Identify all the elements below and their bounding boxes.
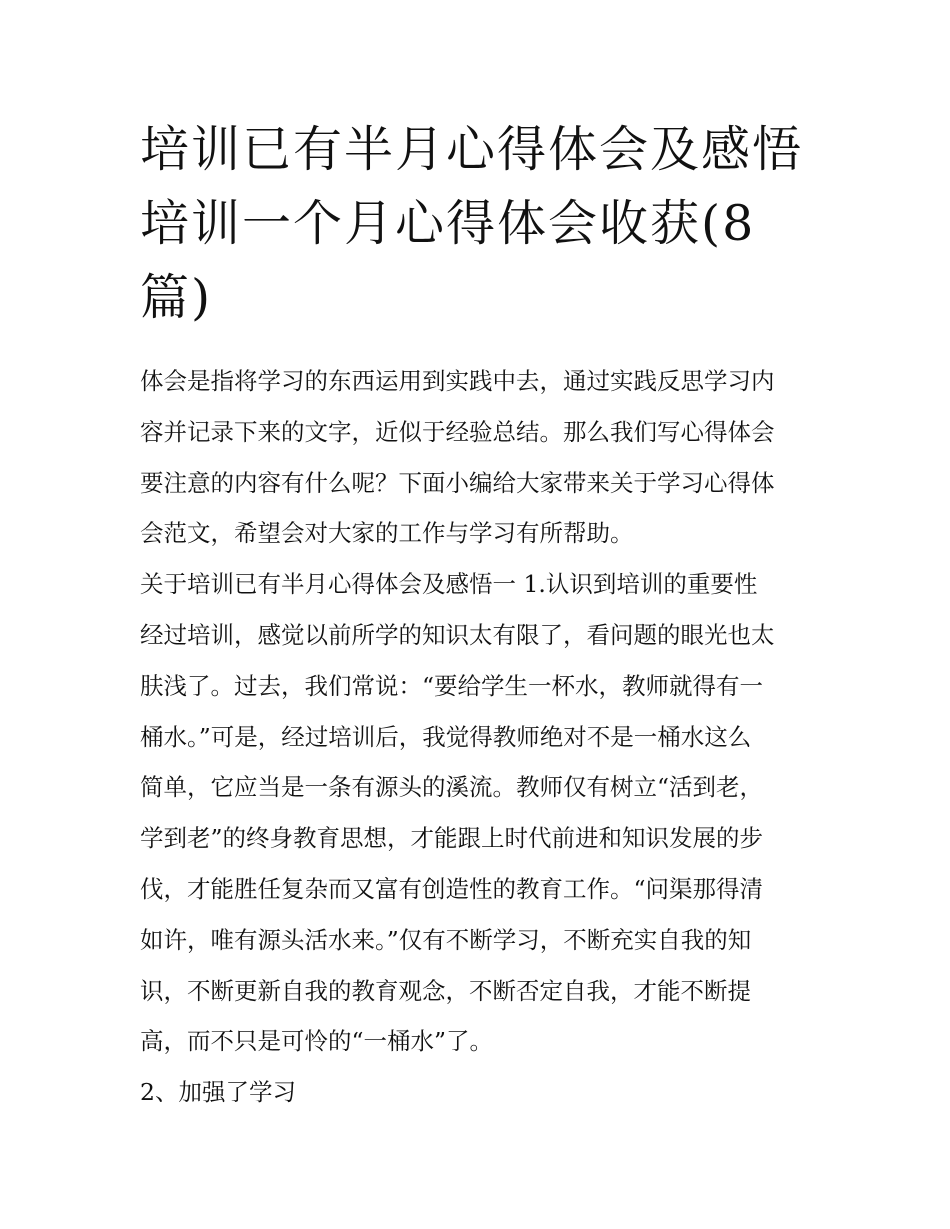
section-heading-line: 关于培训已有半月心得体会及感悟一 1.认识到培训的重要性 xyxy=(140,570,758,599)
title-line-3: 篇) xyxy=(140,269,213,326)
subheading-line: 2、加强了学习 xyxy=(140,1078,296,1107)
body-line: 容并记录下来的文字，近似于经验总结。那么我们写心得体会 xyxy=(140,417,775,446)
body-line: 要注意的内容有什么呢？下面小编给大家带来关于学习心得体 xyxy=(140,468,775,497)
title-line-2: 培训一个月心得体会收获(8 xyxy=(140,195,756,252)
body-line: 肤浅了。过去，我们常说：“要给学生一杯水，教师就得有一 xyxy=(140,671,764,700)
body-line: 识，不断更新自我的教育观念，不断否定自我，才能不断提 xyxy=(140,976,751,1005)
body-line: 经过培训，感觉以前所学的知识太有限了，看问题的眼光也太 xyxy=(140,620,775,649)
body-line: 如许，唯有源头活水来。”仅有不断学习，不断充实自我的知 xyxy=(140,925,752,954)
body-line: 桶水。”可是，经过培训后，我觉得教师绝对不是一桶水这么 xyxy=(140,722,752,751)
body-line: 高，而不只是可怜的“一桶水”了。 xyxy=(140,1027,494,1056)
body-line: 伐，才能胜任复杂而又富有创造性的教育工作。“问渠那得清 xyxy=(140,874,764,903)
title-line-1: 培训已有半月心得体会及感悟 xyxy=(140,121,804,178)
document-title xyxy=(140,113,820,335)
document-body xyxy=(140,356,820,1118)
body-line: 会范文，希望会对大家的工作与学习有所帮助。 xyxy=(140,519,634,548)
body-line: 简单，它应当是一条有源头的溪流。教师仅有树立“活到老， xyxy=(140,773,764,802)
body-line: 学到老”的终身教育思想，才能跟上时代前进和知识发展的步 xyxy=(140,824,764,853)
body-line: 体会是指将学习的东西运用到实践中去，通过实践反思学习内 xyxy=(140,367,775,395)
